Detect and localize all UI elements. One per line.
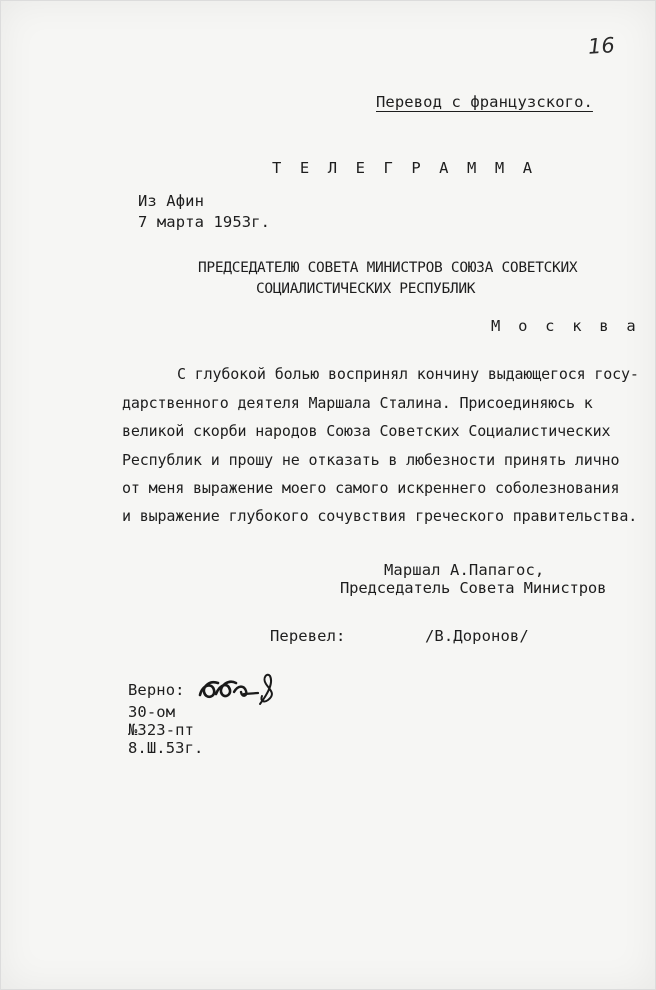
signatory-name: Маршал А.Папагос, (384, 561, 545, 579)
reference-line-1: 30-ом (128, 703, 176, 721)
reference-line-3: 8.Ш.53г. (128, 739, 204, 757)
signatory-title: Председатель Совета Министров (340, 579, 607, 597)
document-title: Т Е Л Е Г Р А М М А (272, 159, 537, 177)
origin-city: Из Афин (138, 192, 205, 210)
body-line: Республик и прошу не отказать в любезности принять лично (122, 451, 620, 469)
handwritten-signature (196, 668, 280, 708)
translator-label: Перевел: (270, 627, 346, 645)
body-line: дарственного деятеля Маршала Сталина. Присоединяюсь к (122, 394, 593, 412)
origin-date: 7 марта 1953г. (138, 213, 271, 231)
reference-line-2: №323-пт (128, 721, 195, 739)
translation-note: Перевод с французского. (376, 93, 593, 111)
destination-city: М о с к в а (491, 317, 640, 335)
recipient-line-1: ПРЕДСЕДАТЕЛЮ СОВЕТА МИНИСТРОВ СОЮЗА СОВЕТСКИХ (198, 260, 578, 276)
translator-name: /В.Доронов/ (425, 627, 529, 645)
body-line: и выражение глубокого сочувствия греческого правительства. (122, 507, 638, 525)
body-line: великой скорби народов Союза Советских Социалистических (122, 422, 611, 440)
handwritten-page-number: 16 (587, 33, 616, 59)
verification-label: Верно: (128, 681, 185, 699)
body-line: С глубокой болью воспринял кончину выдающегося госу- (177, 365, 639, 383)
recipient-line-2: СОЦИАЛИСТИЧЕСКИХ РЕСПУБЛИК (256, 281, 476, 297)
body-line: от меня выражение моего самого искреннего соболезнования (122, 479, 620, 497)
